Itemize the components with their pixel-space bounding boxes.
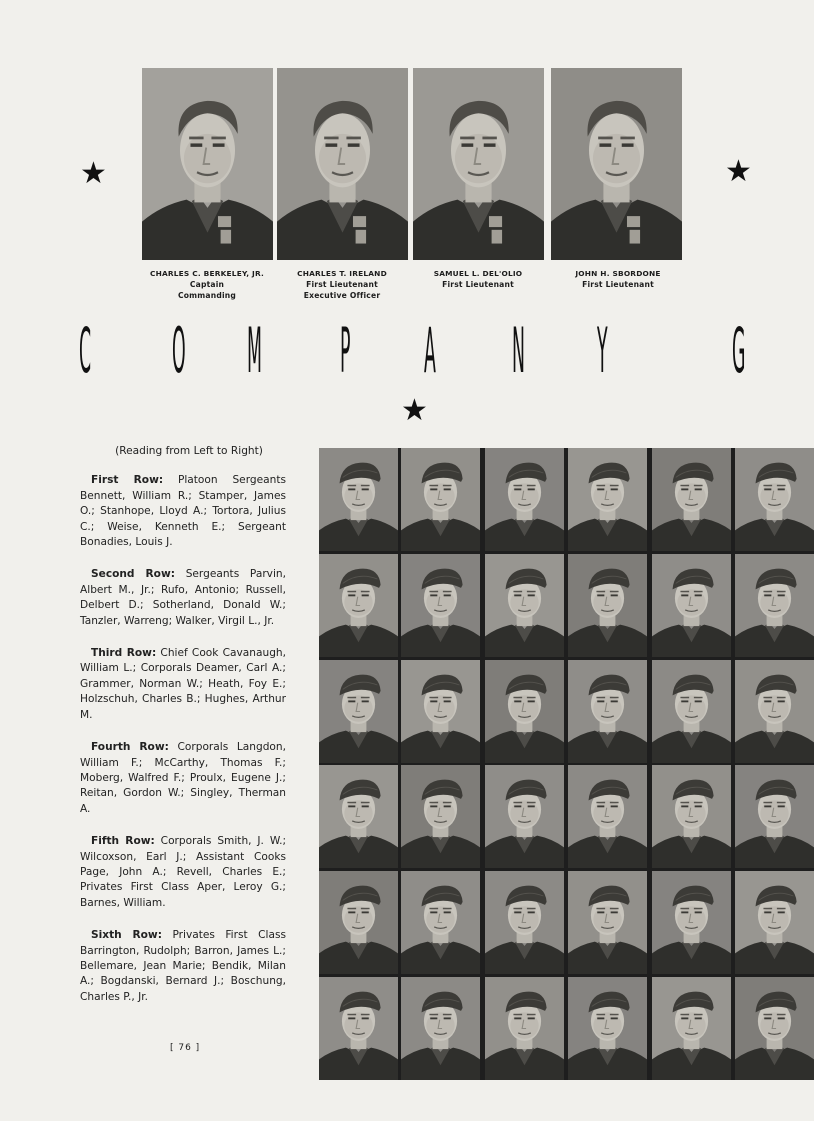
- portrait-photo: [319, 448, 398, 551]
- officer-portrait-ireland: [277, 68, 408, 260]
- portrait-photo: [485, 871, 564, 974]
- portrait-photo: [319, 871, 398, 974]
- enlisted-photo-grid: [319, 448, 814, 1080]
- portrait-photo: [735, 660, 814, 763]
- officer-caption-3: [543, 268, 693, 290]
- officer-name: SAMUEL L. DEL'OLIO: [433, 269, 523, 278]
- officer-rank: First Lieutenant: [582, 280, 654, 289]
- officer-portrait-delolio: [413, 68, 544, 260]
- portrait-photo: [735, 977, 814, 1080]
- title-letter: Y: [597, 314, 608, 387]
- portrait-photo: [485, 660, 564, 763]
- portrait-photo: [652, 554, 731, 657]
- row-label: Second Row:: [91, 568, 175, 581]
- portrait-photo: [401, 871, 480, 974]
- title-letter: P: [340, 314, 351, 387]
- portrait-photo: [568, 554, 647, 657]
- officer-portrait-sbordone: [551, 68, 682, 260]
- portrait-photo: [485, 448, 564, 551]
- officer-caption-2: [403, 268, 553, 290]
- officer-name: CHARLES T. IRELAND: [297, 269, 387, 278]
- row-label: First Row:: [91, 474, 164, 487]
- portrait-photo: [568, 977, 647, 1080]
- officer-name: JOHN H. SBORDONE: [575, 269, 661, 278]
- row-label: Third Row:: [91, 647, 157, 660]
- reading-note: (Reading from Left to Right): [115, 445, 263, 457]
- portrait-photo: [319, 660, 398, 763]
- title-letter: G: [732, 314, 746, 387]
- portrait-photo: [485, 765, 564, 868]
- portrait-photo: [401, 977, 480, 1080]
- portrait-photo: [568, 765, 647, 868]
- officer-caption-1: [267, 268, 417, 301]
- officer-name: CHARLES C. BERKELEY, JR.: [149, 269, 265, 278]
- title-letter: C: [79, 314, 92, 387]
- row-label: Fourth Row:: [91, 741, 169, 754]
- star-icon: ★: [725, 154, 752, 189]
- officer-rank: Captain: [189, 280, 225, 289]
- row-names: Platoon Sergeants Bennett, William R.; Stamper, James O.; Stanhope, Lloyd A.; Tortora, Julius C.; Weise, Kenneth E.; Sergeant Bonadies, Louis J.: [80, 474, 286, 549]
- portrait-photo: [652, 871, 731, 974]
- title-letter: O: [172, 314, 186, 387]
- row-names: Sergeants Parvin, Albert M., Jr.; Rufo, Antonio; Russell, Delbert D.; Sotherland, Donald W.; Tanzler, Warreng; Walker, Virgil L., Jr.: [80, 568, 286, 627]
- officer-rank: First Lieutenant: [306, 280, 378, 289]
- roster-row-2: [80, 567, 286, 629]
- officer-portraits: [142, 68, 686, 260]
- roster-row-5: [80, 834, 286, 911]
- title-letter: A: [424, 314, 436, 387]
- portrait-photo: [652, 660, 731, 763]
- title-letter: M: [247, 314, 262, 387]
- officer-role: Executive Officer: [303, 291, 381, 300]
- star-icon: ★: [401, 393, 428, 428]
- roster-row-3: [80, 646, 286, 723]
- portrait-photo: [485, 554, 564, 657]
- officer-caption-0: [132, 268, 282, 301]
- portrait-photo: [652, 765, 731, 868]
- portrait-photo: [568, 660, 647, 763]
- portrait-photo: [735, 554, 814, 657]
- portrait-photo: [735, 765, 814, 868]
- roster-row-6: [80, 928, 286, 1005]
- roster-row-4: [80, 740, 286, 817]
- row-label: Fifth Row:: [91, 835, 155, 848]
- portrait-photo: [401, 765, 480, 868]
- page-number: [ 76 ]: [170, 1043, 201, 1053]
- roster-row-1: [80, 473, 286, 550]
- row-names: Privates First Class Barrington, Rudolph; Barron, James L.; Bellemare, Jean Marie; Bendik, Milan A.; Bogdanski, Bernard J.; Boschung, Charles P., Jr.: [80, 929, 286, 1003]
- officer-role: Commanding: [177, 291, 237, 300]
- roster-text: [80, 444, 286, 1022]
- title-letter: N: [512, 314, 525, 387]
- portrait-photo: [401, 554, 480, 657]
- portrait-photo: [319, 765, 398, 868]
- portrait-photo: [319, 977, 398, 1080]
- portrait-photo: [401, 448, 480, 551]
- row-names: Corporals Smith, J. W.; Wilcoxson, Earl J.; Assistant Cooks Page, John A.; Revell, Charles E.; Privates First Class Aper, Leroy G.; Barnes, William.: [80, 835, 287, 909]
- portrait-photo: [401, 660, 480, 763]
- portrait-photo: [652, 448, 731, 551]
- portrait-photo: [568, 871, 647, 974]
- star-icon: ★: [80, 156, 107, 191]
- portrait-photo: [319, 554, 398, 657]
- row-label: Sixth Row:: [91, 929, 162, 942]
- portrait-photo: [735, 871, 814, 974]
- officer-rank: First Lieutenant: [442, 280, 514, 289]
- portrait-photo: [652, 977, 731, 1080]
- row-names: Chief Cook Cavanaugh, William L.; Corporals Deamer, Carl A.; Grammer, Norman W.; Heath, Foy E.; Holzschuh, Charles B.; Hughes, Arthur M.: [80, 647, 287, 721]
- portrait-photo: [735, 448, 814, 551]
- officer-portrait-berkeley: [142, 68, 273, 260]
- row-names: Corporals Langdon, William F.; McCarthy, Thomas F.; Moberg, Walfred F.; Proulx, Eugene J.; Reitan, Gordon W.; Singley, Therman A.: [80, 741, 286, 815]
- portrait-photo: [568, 448, 647, 551]
- portrait-photo: [485, 977, 564, 1080]
